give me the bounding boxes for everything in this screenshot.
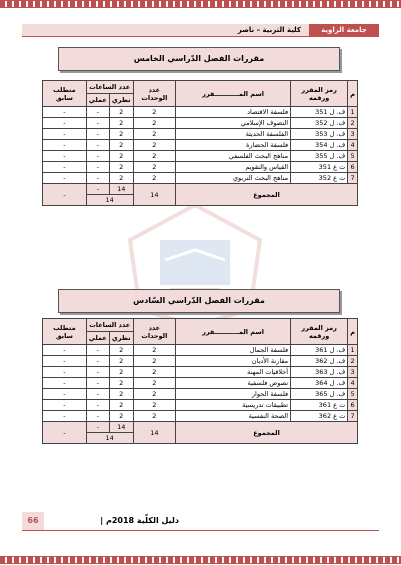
row-theory: 2 [109,162,133,173]
row-units: 2 [133,389,175,400]
semester-5-title: مقررات الفصل الدّراسي الخامس [58,47,340,71]
col-name: اسم المـــــــــــقرر [176,319,291,345]
table-row [43,378,358,389]
bottom-decorative-border [0,556,401,564]
row-practical: - [86,356,109,367]
table-row [43,411,358,422]
row-code: ت ع 352 [291,173,348,184]
row-prereq: - [43,400,87,411]
table-row [43,356,358,367]
row-prereq: - [43,162,87,173]
row-name: فلسفة الاقتصاد [176,107,291,118]
col-units: عدد الوحدات [133,81,175,107]
row-units: 2 [133,140,175,151]
total-label: المجموع [176,184,358,206]
row-prereq: - [43,367,87,378]
row-theory: 2 [109,345,133,356]
row-theory: 2 [109,356,133,367]
row-name: مناهج البحث الفلسفي [176,151,291,162]
table-row [43,389,358,400]
page-footer [22,512,379,530]
row-practical: - [86,107,109,118]
row-prereq: - [43,129,87,140]
row-units: 2 [133,345,175,356]
row-theory: 2 [109,107,133,118]
row-no: 2 [348,118,358,129]
row-no: 4 [348,140,358,151]
top-decorative-border [0,0,401,8]
row-no: 3 [348,367,358,378]
row-no: 1 [348,107,358,118]
row-code: ف. ل 352 [291,118,348,129]
table-row [43,151,358,162]
row-practical: - [86,389,109,400]
total-row [43,422,358,433]
row-no: 1 [348,345,358,356]
footer-divider [22,530,379,531]
row-no: 2 [348,356,358,367]
row-name: أخلاقيات المهنة [176,367,291,378]
row-theory: 2 [109,118,133,129]
row-code: ت ع 361 [291,400,348,411]
row-code: ف. ل 364 [291,378,348,389]
col-theory: نظري [109,332,133,345]
row-name: التصوف الإسلامي [176,118,291,129]
guide-label: دليل الكلّية 2018م | [100,516,179,525]
table-row [43,367,358,378]
row-practical: - [86,129,109,140]
total-units: 14 [133,184,175,206]
row-code: ت ع 362 [291,411,348,422]
row-practical: - [86,173,109,184]
col-code: رمز المقرر ورقمه [291,319,348,345]
col-theory: نظري [109,94,133,107]
col-hours: عدد الساعات [86,319,133,332]
row-name: الفلسفة الحديثة [176,129,291,140]
col-practical: عملي [86,94,109,107]
row-no: 3 [348,129,358,140]
row-practical: - [86,345,109,356]
table-row [43,140,358,151]
row-theory: 2 [109,411,133,422]
total-prereq: - [43,422,87,444]
row-units: 2 [133,173,175,184]
row-prereq: - [43,107,87,118]
row-units: 2 [133,367,175,378]
row-code: ف. ل 351 [291,107,348,118]
row-name: القياس والتقويم [176,162,291,173]
table-row [43,173,358,184]
row-units: 2 [133,411,175,422]
row-code: ف. ل 355 [291,151,348,162]
row-code: ف. ل 353 [291,129,348,140]
row-theory: 2 [109,389,133,400]
total-practical: - [86,422,109,433]
col-hours: عدد الساعات [86,81,133,94]
page-number: 66 [22,512,44,530]
row-units: 2 [133,118,175,129]
row-prereq: - [43,345,87,356]
row-theory: 2 [109,378,133,389]
row-name: فلسفة الحضارة [176,140,291,151]
row-name: مناهج البحث التربوي [176,173,291,184]
row-code: ت ع 351 [291,162,348,173]
row-theory: 2 [109,173,133,184]
college-name: كلية التربية – ناصر [237,26,301,34]
row-prereq: - [43,118,87,129]
row-no: 5 [348,389,358,400]
row-no: 6 [348,162,358,173]
total-units: 14 [133,422,175,444]
row-units: 2 [133,378,175,389]
row-no: 6 [348,400,358,411]
semester-6-title: مقررات الفصل الدّراسي السّادس [58,289,340,313]
row-practical: - [86,400,109,411]
total-label: المجموع [176,422,358,444]
row-code: ف. ل 363 [291,367,348,378]
row-code: ف. ل 365 [291,389,348,400]
row-no: 4 [348,378,358,389]
col-practical: عملي [86,332,109,345]
row-no: 7 [348,173,358,184]
row-units: 2 [133,400,175,411]
row-name: نصوص فلسفية [176,378,291,389]
row-theory: 2 [109,151,133,162]
row-prereq: - [43,378,87,389]
total-practical: - [86,184,109,195]
row-practical: - [86,151,109,162]
total-hours: 14 [86,195,133,206]
row-units: 2 [133,129,175,140]
total-row [43,184,358,195]
row-no: 5 [348,151,358,162]
row-theory: 2 [109,400,133,411]
total-prereq: - [43,184,87,206]
row-practical: - [86,367,109,378]
row-practical: - [86,411,109,422]
total-theory: 14 [109,184,133,195]
table-row [43,400,358,411]
row-prereq: - [43,151,87,162]
total-hours: 14 [86,433,133,444]
table-row [43,118,358,129]
col-prereq: متطلب سابق [43,81,87,107]
row-prereq: - [43,389,87,400]
table-row [43,107,358,118]
row-name: مقارنة الأديان [176,356,291,367]
col-no: م [348,319,358,345]
row-practical: - [86,118,109,129]
row-practical: - [86,162,109,173]
col-prereq: متطلب سابق [43,319,87,345]
row-name: فلسفة الحوار [176,389,291,400]
university-name: جامعة الزاوية [309,24,379,36]
row-theory: 2 [109,129,133,140]
row-code: ف. ل 362 [291,356,348,367]
col-units: عدد الوحدات [133,319,175,345]
row-units: 2 [133,151,175,162]
row-name: الصحة النفسية [176,411,291,422]
col-name: اسم المـــــــــــقرر [176,81,291,107]
col-no: م [348,81,358,107]
page-header [22,24,379,37]
row-practical: - [86,140,109,151]
row-practical: - [86,378,109,389]
row-name: تطبيقات تدريسية [176,400,291,411]
row-theory: 2 [109,367,133,378]
row-theory: 2 [109,140,133,151]
semester-6-table [42,318,358,444]
row-code: ف. ل 354 [291,140,348,151]
row-prereq: - [43,173,87,184]
row-units: 2 [133,107,175,118]
table-row [43,162,358,173]
row-units: 2 [133,162,175,173]
row-prereq: - [43,411,87,422]
col-code: رمز المقرر ورقمه [291,81,348,107]
row-prereq: - [43,140,87,151]
semester-5-table [42,80,358,206]
row-prereq: - [43,356,87,367]
row-no: 7 [348,411,358,422]
table-row [43,129,358,140]
row-units: 2 [133,356,175,367]
table-row [43,345,358,356]
row-code: ف. ل 361 [291,345,348,356]
row-name: فلسفة الجمال [176,345,291,356]
total-theory: 14 [109,422,133,433]
